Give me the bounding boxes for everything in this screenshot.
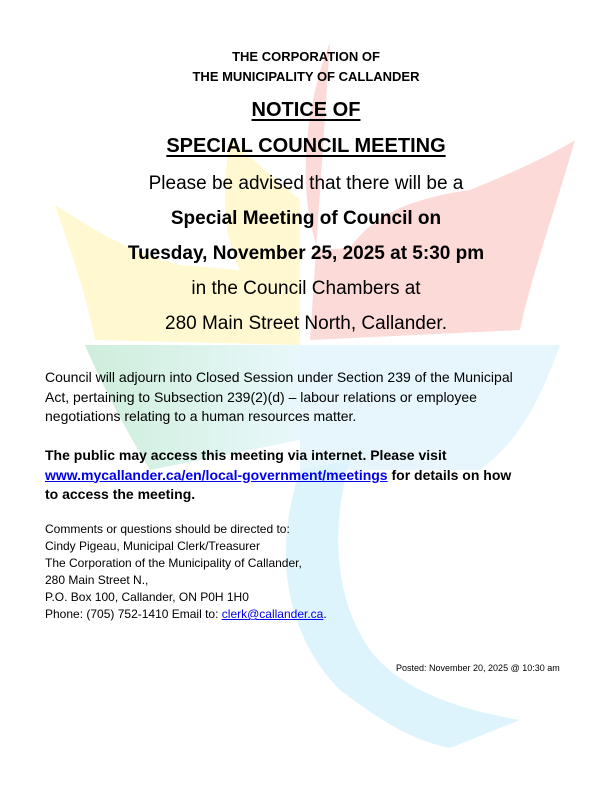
announcement-location-intro: in the Council Chambers at xyxy=(191,278,421,299)
contact-intro: Comments or questions should be directed to: xyxy=(45,522,290,536)
contact-phone: Phone: (705) 752-1410 Email to: xyxy=(45,607,222,621)
notice-title-line2: SPECIAL COUNCIL MEETING xyxy=(166,135,446,157)
contact-po-box: P.O. Box 100, Callander, ON P0H 1H0 xyxy=(45,590,249,604)
meetings-link[interactable]: www.mycallander.ca/en/local-government/meetings xyxy=(45,466,388,483)
posted-timestamp: Posted: November 20, 2025 @ 10:30 am xyxy=(396,663,560,673)
closed-session-line1: Council will adjourn into Closed Session under Section 239 of the Municipal xyxy=(45,369,513,385)
public-access-paragraph xyxy=(45,446,590,505)
closed-session-line2: Act, pertaining to Subsection 239(2)(d) – labour relations or employee xyxy=(45,388,477,405)
contact-block xyxy=(45,521,327,623)
announcement-date-time: Tuesday, November 25, 2025 at 5:30 pm xyxy=(127,243,485,264)
org-name-line2: THE MUNICIPALITY OF CALLANDER xyxy=(192,69,420,84)
contact-person: Cindy Pigeau, Municipal Clerk/Treasurer xyxy=(45,539,260,553)
contact-phone-email xyxy=(45,606,327,623)
public-access-line3: to access the meeting. xyxy=(45,486,196,502)
public-access-after-link: for details on how xyxy=(387,466,512,483)
announcement-intro: Please be advised that there will be a xyxy=(148,173,464,194)
org-name-line1: THE CORPORATION OF xyxy=(232,49,380,64)
public-access-line2 xyxy=(45,466,590,486)
closed-session-paragraph xyxy=(45,368,590,427)
contact-organization: The Corporation of the Municipality of Callander, xyxy=(45,556,302,570)
email-suffix: . xyxy=(323,607,327,621)
announcement-meeting-type: Special Meeting of Council on xyxy=(170,208,442,229)
contact-street: 280 Main Street N., xyxy=(45,573,149,587)
public-access-line1: The public may access this meeting via internet. Please visit xyxy=(45,447,447,463)
notice-title-line1: NOTICE OF xyxy=(251,99,361,121)
announcement-address: 280 Main Street North, Callander. xyxy=(165,313,447,334)
email-link[interactable]: clerk@callander.ca xyxy=(221,607,324,621)
closed-session-line3: negotiations relating to a human resources matter. xyxy=(45,408,357,424)
